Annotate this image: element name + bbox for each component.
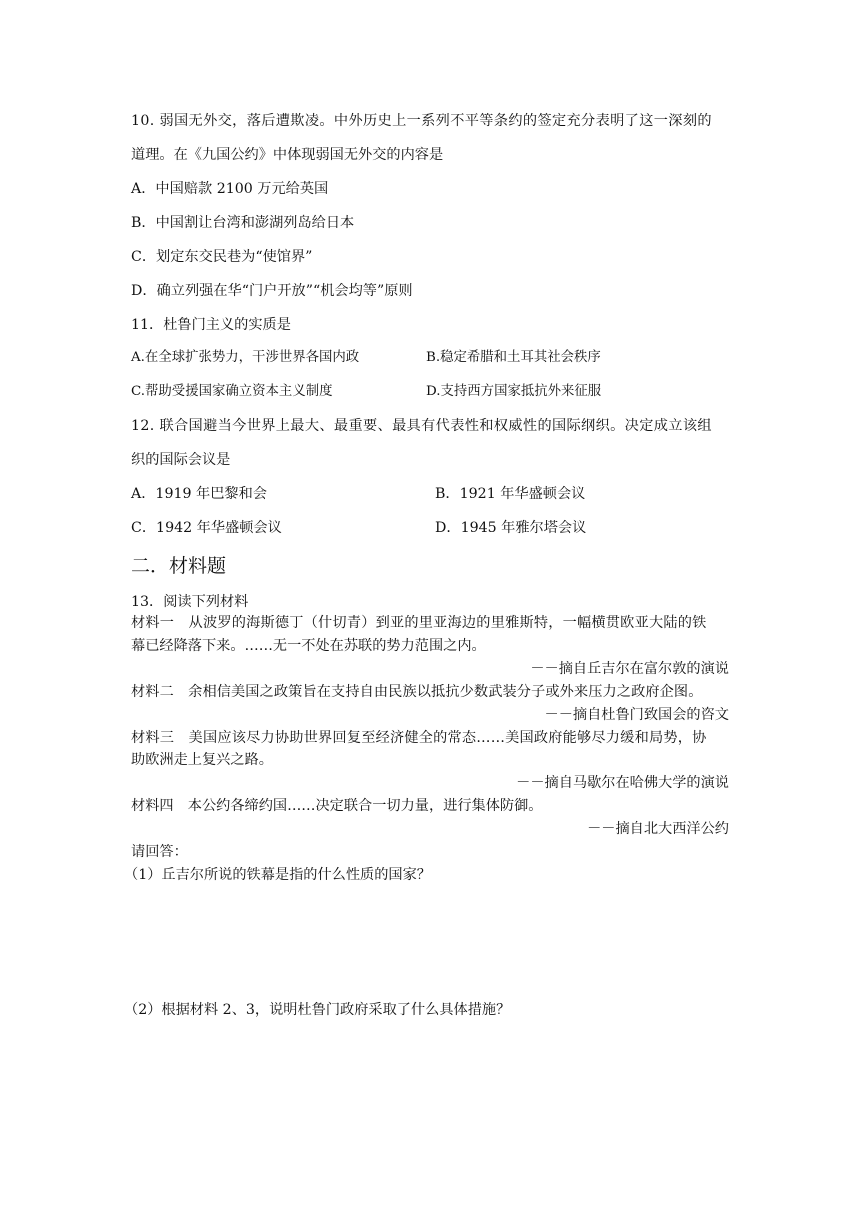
q10-stem-line1: 10. 弱国无外交，落后遭欺凌。中外历史上一系列不平等条约的签定充分表明了这一深刻的	[131, 113, 712, 129]
q11-option-b: B.稳定希腊和土耳其社会秩序	[426, 350, 601, 365]
material-3-line1: 材料三 美国应该尽力协助世界回复至经济健全的常态……美国政府能够尽力缓和局势，协	[131, 730, 707, 746]
q12-option-b: B．1921 年华盛顿会议	[435, 486, 586, 502]
q12-stem-line1: 12. 联合国避当今世界上最大、最重要、最具有代表性和权威性的国际纲织。决定成立该组	[131, 418, 712, 434]
sub-question-1: （1）丘吉尔所说的铁幕是指的什么性质的国家？	[124, 867, 431, 883]
material-3-source: －－摘自马歇尔在哈佛大学的演说	[516, 775, 729, 791]
material-2-source: －－摘自杜鲁门致国会的咨文	[544, 707, 729, 723]
q11-option-c: C.帮助受援国家确立资本主义制度	[131, 384, 333, 399]
q10-option-b: B．中国割让台湾和澎湖列岛给日本	[131, 215, 355, 231]
q10-stem-line2: 道理。在《九国公约》中体现弱国无外交的内容是	[131, 147, 444, 163]
q12-option-c: C．1942 年华盛顿会议	[131, 520, 282, 536]
material-1-source: －－摘自丘吉尔在富尔敦的演说	[530, 661, 729, 677]
sub-question-2: （2）根据材料 2、3，说明杜鲁门政府采取了什么具体措施？	[124, 1002, 511, 1018]
section-heading: 二．材料题	[131, 555, 227, 577]
material-1-line1: 材料一 从波罗的海斯德丁（什切青）到亚的里亚海边的里雅斯特，一幅横贯欧亚大陆的铁	[131, 615, 707, 631]
q10-option-d: D．确立列强在华“门户开放”“机会均等”原则	[131, 283, 413, 299]
material-3-line2: 助欧洲走上复兴之路。	[131, 752, 273, 768]
q10-option-a: A．中国赔款 2100 万元给英国	[131, 181, 329, 197]
q12-stem-line2: 织的国际会议是	[131, 452, 231, 468]
q11-stem: 11．杜鲁门主义的实质是	[131, 317, 291, 333]
q13-intro: 13．阅读下列材料	[131, 594, 249, 610]
material-4-line1: 材料四 本公约各缔约国……决定联合一切力量，进行集体防御。	[131, 798, 543, 814]
q12-option-a: A．1919 年巴黎和会	[131, 486, 267, 502]
answer-prompt: 请回答：	[131, 844, 188, 860]
material-2-line1: 材料二 余相信美国之政策旨在支持自由民族以抵抗少数武装分子或外来压力之政府企图。	[131, 684, 703, 700]
material-1-line2: 幕已经降落下来。……无一不处在苏联的势力范围之内。	[131, 638, 486, 654]
material-4-source: －－摘自北大西洋公约	[587, 821, 729, 837]
q11-option-a: A.在全球扩张势力，干涉世界各国内政	[131, 350, 360, 365]
q11-option-d: D.支持西方国家抵抗外来征服	[426, 384, 602, 399]
q10-option-c: C．划定东交民巷为“使馆界”	[131, 249, 313, 265]
q12-option-d: D．1945 年雅尔塔会议	[435, 520, 587, 536]
